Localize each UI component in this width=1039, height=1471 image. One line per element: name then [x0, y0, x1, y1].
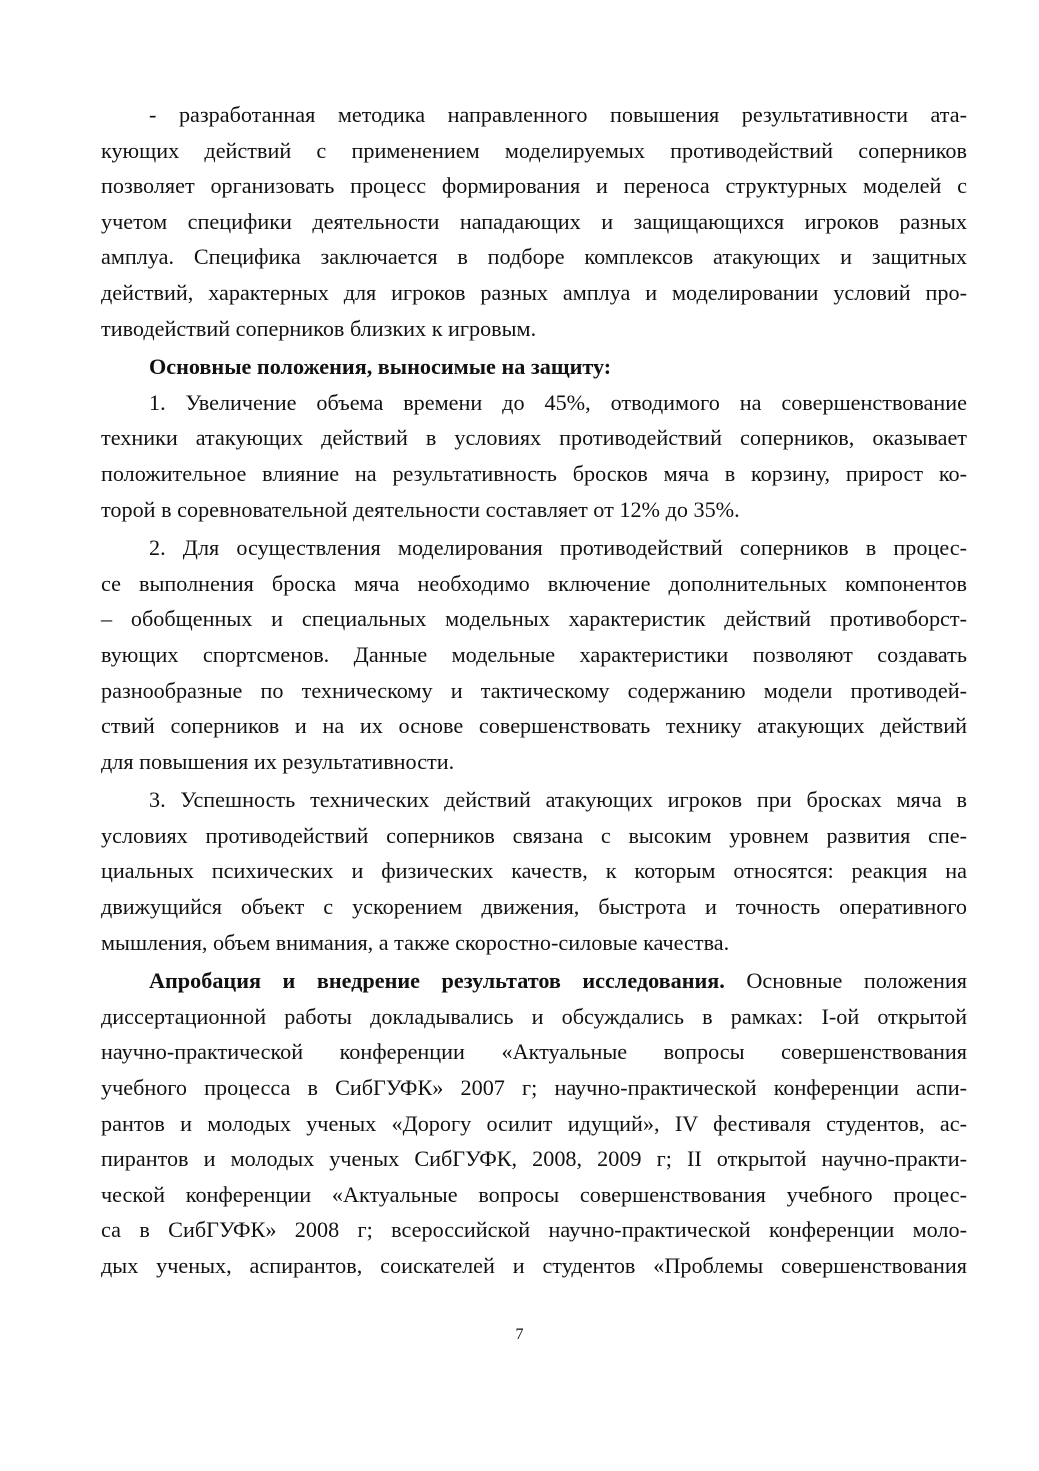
text-line: циальных психических и физических качеств, к которым относятся: реакция на	[101, 858, 967, 884]
text-line: се выполнения броска мяча необходимо включение дополнительных компонентов	[101, 570, 967, 596]
text-line: 1. Увеличение объема времени до 45%, отводимого на совершенствование	[149, 389, 967, 415]
approbation-lead-rest: Основные положения	[724, 968, 967, 994]
text-line: условиях противодействий соперников связана с высоким уровнем развития спе-	[101, 822, 967, 848]
paragraph-point-1	[101, 385, 967, 527]
heading-text: Основные положения, выносимые на защиту:	[149, 354, 612, 380]
text-line: техники атакующих действий в условиях противодействий соперников, оказывает	[101, 425, 967, 451]
text-line: ческой конференции «Актуальные вопросы совершенствования учебного процес-	[101, 1181, 967, 1207]
text-line: рантов и молодых ученых «Дорогу осилит идущий», IV фестиваля студентов, ас-	[101, 1110, 967, 1136]
text-body	[101, 97, 967, 1284]
paragraph-approbation	[101, 963, 967, 1283]
text-line: разнообразные по техническому и тактическому содержанию модели противодей-	[101, 677, 967, 703]
text-line: пирантов и молодых ученых СибГУФК, 2008, 2009 г; II открытой научно-практи-	[101, 1146, 967, 1172]
text-line: позволяет организовать процесс формирования и переноса структурных моделей с	[101, 173, 967, 199]
approbation-lead-bold: Апробация и внедрение результатов исследования.	[149, 968, 725, 994]
text-line: для повышения их результативности.	[101, 748, 455, 774]
text-line: са в СибГУФК» 2008 г; всероссийской научно-практической конференции моло-	[101, 1217, 967, 1243]
page-number: 7	[515, 1326, 524, 1343]
text-line: вующих спортсменов. Данные модельные характеристики позволяют создавать	[101, 641, 967, 667]
text-line: - разработанная методика направленного повышения результативности ата-	[149, 102, 967, 127]
text-line: положительное влияние на результативность бросков мяча в корзину, прирост ко-	[101, 460, 967, 486]
text-line: – обобщенных и специальных модельных характеристик действий противоборст-	[101, 606, 967, 632]
text-line: учебного процесса в СибГУФК» 2007 г; научно-практической конференции аспи-	[101, 1075, 967, 1101]
text-line: торой в соревновательной деятельности составляет от 12% до 35%.	[101, 496, 740, 522]
text-line: амплуа. Специфика заключается в подборе комплексов атакующих и защитных	[101, 244, 967, 270]
text-line: диссертационной работы докладывались и обсуждались в рамках: I-ой открытой	[101, 1003, 967, 1029]
section-heading	[101, 349, 967, 385]
text-line: движущийся объект с ускорением движения, быстрота и точность оперативного	[101, 894, 967, 920]
text-line: учетом специфики деятельности нападающих и защищающихся игроков разных	[101, 208, 967, 234]
text-line	[101, 963, 967, 999]
text-line: дых ученых, аспирантов, соискателей и студентов «Проблемы совершенствования	[101, 1253, 967, 1278]
paragraph-methodology	[101, 97, 967, 346]
text-line: тиводействий соперников близких к игровым.	[101, 315, 537, 341]
text-line: действий, характерных для игроков разных амплуа и моделировании условий про-	[101, 279, 967, 305]
text-line: 2. Для осуществления моделирования противодействий соперников в процес-	[149, 535, 967, 561]
text-line: ствий соперников и на их основе совершенствовать технику атакующих действий	[101, 713, 967, 739]
text-line: 3. Успешность технических действий атакующих игроков при бросках мяча в	[149, 787, 967, 813]
text-line: научно-практической конференции «Актуальные вопросы совершенствования	[101, 1039, 967, 1065]
paragraph-point-3	[101, 782, 967, 960]
text-line: мышления, объем внимания, а также скоростно-силовые качества.	[101, 929, 730, 955]
paragraph-point-2	[101, 530, 967, 779]
text-line: кующих действий с применением моделируемых противодействий соперников	[101, 137, 967, 163]
